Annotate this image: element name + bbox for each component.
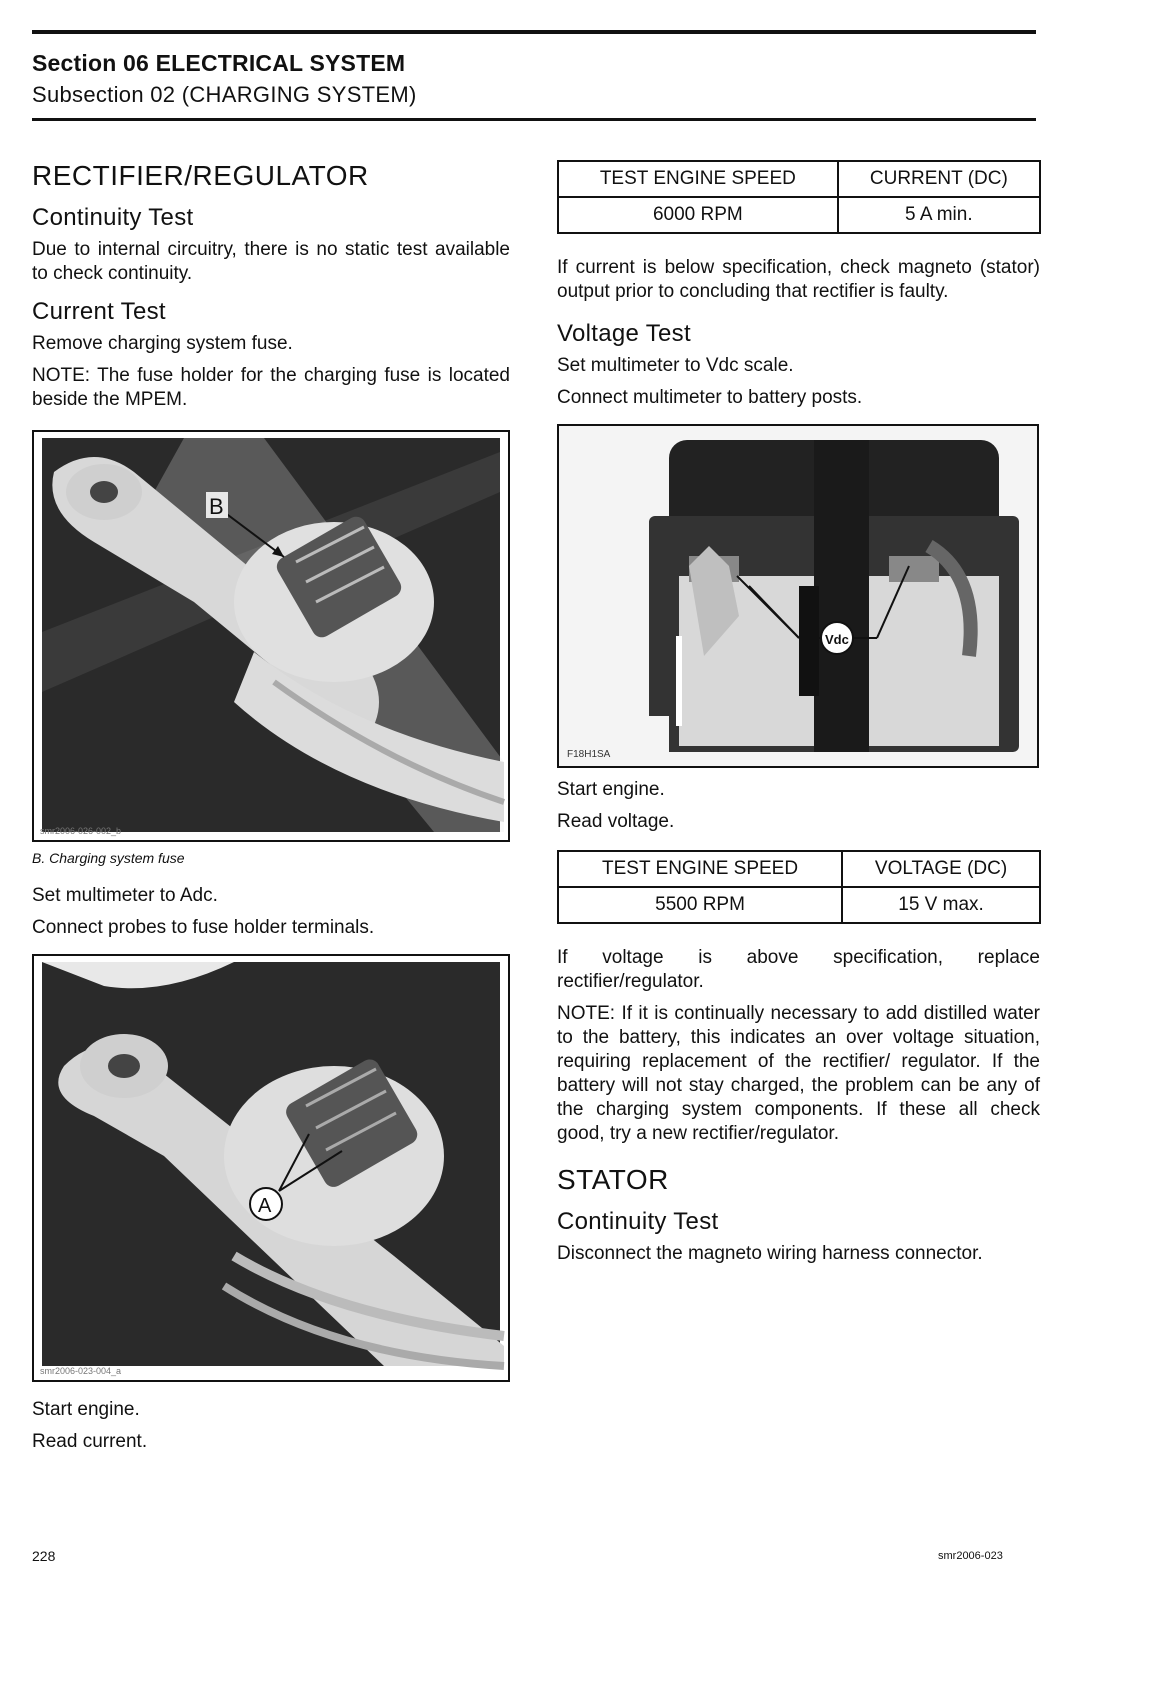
rectifier-regulator-title: RECTIFIER/REGULATOR bbox=[32, 160, 369, 191]
table-cell-voltage: 15 V max. bbox=[842, 887, 1040, 923]
header-rule-bottom bbox=[32, 118, 1036, 121]
below-spec-text: If current is below specification, check magneto (stator) output prior to concluding that rectifier is faulty. bbox=[557, 257, 1040, 302]
current-spec-table bbox=[557, 160, 1041, 234]
set-vdc-text: Set multimeter to Vdc scale. bbox=[557, 355, 794, 376]
left-column bbox=[32, 160, 510, 1462]
fuse-probe-photo bbox=[34, 956, 508, 1380]
stator-title: STATOR bbox=[557, 1164, 669, 1195]
figure-code: smr2006-023-004_a bbox=[40, 1366, 122, 1376]
figure-caption: B. Charging system fuse bbox=[32, 850, 185, 866]
document-code: smr2006-023 bbox=[938, 1550, 1003, 1562]
page-number: 228 bbox=[32, 1548, 56, 1564]
continuity-text: Due to internal circuitry, there is no static test available to check continuity. bbox=[32, 239, 510, 284]
figure-battery bbox=[557, 424, 1039, 768]
figure-label-a: A bbox=[258, 1195, 272, 1217]
figure-label-vdc: Vdc bbox=[825, 632, 849, 647]
table-header-speed: TEST ENGINE SPEED bbox=[558, 161, 838, 197]
current-test-heading: Current Test bbox=[32, 298, 166, 325]
note-label: NOTE: bbox=[557, 1003, 616, 1024]
read-voltage-text: Read voltage. bbox=[557, 811, 675, 832]
note-text: If it is continually necessary to add distilled water to the battery, this indicates an over voltage situation, requiring replacement of the rectifier/ regulator. If the battery will not stay charged, the problem can be any of the charging system components. If these all check good, try a new rectifier/regulator. bbox=[557, 1003, 1040, 1144]
continuity-test-heading: Continuity Test bbox=[32, 204, 194, 231]
header-rule-top bbox=[32, 30, 1036, 34]
stator-text: Disconnect the magneto wiring harness connector. bbox=[557, 1243, 983, 1264]
distilled-water-note bbox=[557, 1002, 1040, 1146]
figure-charging-fuse bbox=[32, 430, 510, 842]
remove-fuse-text: Remove charging system fuse. bbox=[32, 333, 293, 354]
subsection-title: Subsection 02 (CHARGING SYSTEM) bbox=[32, 82, 417, 107]
stator-continuity-heading: Continuity Test bbox=[557, 1208, 719, 1235]
table-row bbox=[558, 197, 1040, 233]
table-cell-rpm: 5500 RPM bbox=[558, 887, 842, 923]
section-title: Section 06 ELECTRICAL SYSTEM bbox=[32, 50, 406, 76]
start-engine-text: Start engine. bbox=[32, 1399, 140, 1420]
table-cell-rpm: 6000 RPM bbox=[558, 197, 838, 233]
table-row bbox=[558, 161, 1040, 197]
figure-code: F18H1SA bbox=[567, 749, 611, 760]
table-cell-current: 5 A min. bbox=[838, 197, 1040, 233]
note-label: NOTE: bbox=[32, 365, 91, 386]
note-text: The fuse holder for the charging fuse is located beside the MPEM. bbox=[32, 365, 510, 410]
above-spec-text: If voltage is above specification, replace rectifier/regulator. bbox=[557, 947, 1040, 992]
right-column bbox=[557, 160, 1040, 1274]
figure-label-b: B bbox=[209, 494, 224, 519]
table-row bbox=[558, 887, 1040, 923]
table-header-voltage: VOLTAGE (DC) bbox=[842, 851, 1040, 887]
voltage-test-heading: Voltage Test bbox=[557, 320, 691, 347]
table-header-current: CURRENT (DC) bbox=[838, 161, 1040, 197]
fuse-holder-photo bbox=[34, 432, 508, 840]
battery-photo bbox=[559, 426, 1037, 766]
fuse-holder-note bbox=[32, 364, 510, 412]
table-header-speed: TEST ENGINE SPEED bbox=[558, 851, 842, 887]
start-engine-text: Start engine. bbox=[557, 779, 665, 800]
figure-probes bbox=[32, 954, 510, 1382]
set-adc-text: Set multimeter to Adc. bbox=[32, 885, 218, 906]
read-current-text: Read current. bbox=[32, 1431, 148, 1452]
table-row bbox=[558, 851, 1040, 887]
connect-probes-text: Connect probes to fuse holder terminals. bbox=[32, 917, 375, 938]
voltage-spec-table bbox=[557, 850, 1041, 924]
figure-code: smr2006-026-002_b bbox=[40, 826, 122, 836]
connect-battery-text: Connect multimeter to battery posts. bbox=[557, 387, 863, 408]
